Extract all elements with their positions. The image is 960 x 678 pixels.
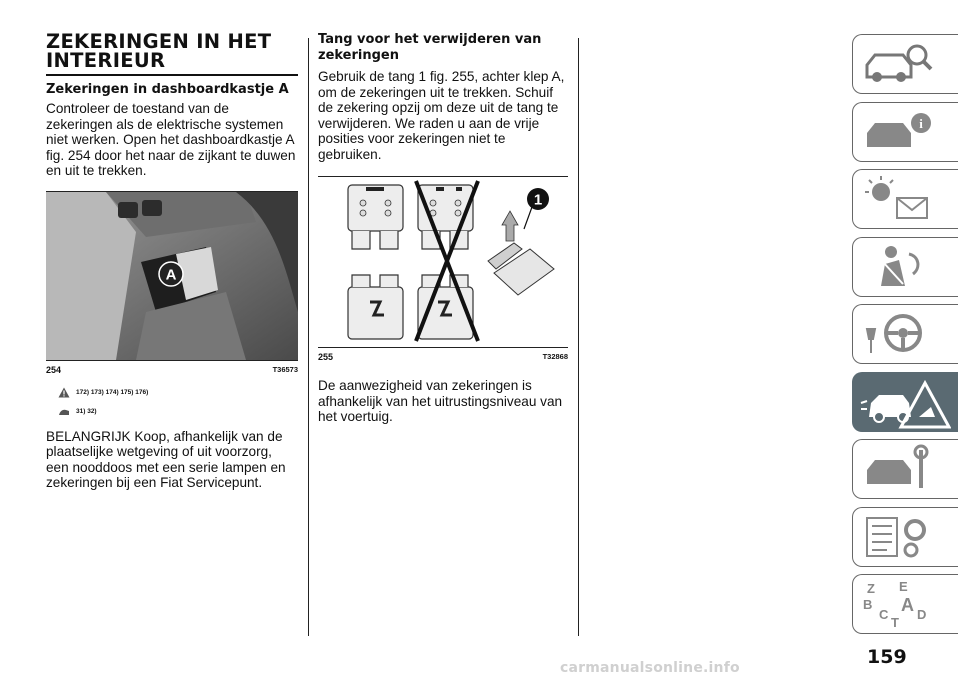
tab-maintenance[interactable] bbox=[852, 439, 958, 499]
important-note: BELANGRIJK Koop, afhankelijk van de plaatselijke wetgeving of uit voorzorg, een nooddoos met een serie lampen en zekeringen bij een Fiat Servicepunt. bbox=[46, 428, 286, 490]
maintenance-icon bbox=[859, 444, 937, 494]
tweezers-paragraph: Gebruik de tang 1 fig. 255, achter klep A, om de zekeringen uit te trekken. Schuif de zekering opzij om deze uit de tang te verwijderen. We raden u aan de vrije posities voor zekeringen niet te gebruiken. bbox=[318, 69, 565, 162]
technical-data-icon bbox=[859, 512, 937, 562]
fuse-tweezers-diagram bbox=[318, 177, 568, 347]
caution-hand-icon bbox=[58, 406, 70, 417]
watermark: carmanualsonline.info bbox=[560, 660, 740, 676]
tab-starting-driving[interactable] bbox=[852, 304, 958, 364]
svg-text:C: C bbox=[879, 607, 889, 622]
svg-text:D: D bbox=[917, 607, 927, 622]
title-rule bbox=[46, 74, 298, 76]
svg-text:E: E bbox=[899, 579, 908, 594]
svg-text:T: T bbox=[891, 615, 899, 629]
middle-column bbox=[318, 32, 568, 425]
warning-lights-icon bbox=[859, 174, 937, 224]
car-search-icon bbox=[859, 39, 937, 89]
index-icon bbox=[859, 579, 937, 629]
figure-255 bbox=[318, 176, 568, 362]
column-divider-2 bbox=[578, 38, 579, 636]
tab-technical-data[interactable] bbox=[852, 507, 958, 567]
chapter-tabs bbox=[852, 34, 958, 642]
svg-text:A: A bbox=[901, 595, 914, 615]
left-column bbox=[46, 32, 298, 491]
caution-refs: 31) 32) bbox=[58, 406, 298, 417]
figure-caption-255 bbox=[318, 352, 568, 362]
tab-index[interactable] bbox=[852, 574, 958, 634]
page-number: 159 bbox=[867, 646, 907, 668]
subheading: Zekeringen in dashboardkastje A bbox=[46, 82, 289, 97]
tab-warnings[interactable] bbox=[852, 169, 958, 229]
tab-dashboard[interactable] bbox=[852, 102, 958, 162]
glovebox-photo bbox=[46, 192, 298, 360]
figure-code-255: T32868 bbox=[542, 352, 568, 361]
label-a: A bbox=[165, 266, 177, 283]
figure-number: 254 bbox=[46, 364, 62, 375]
seatbelt-airbag-icon bbox=[859, 242, 937, 292]
figure-caption bbox=[46, 365, 298, 375]
figure-number-255: 255 bbox=[318, 352, 334, 362]
figure-code: T36573 bbox=[272, 364, 298, 374]
intro-paragraph: Controleer de toestand van de zekeringen als de elektrische systemen niet werken. Open het dashboardkastje A fig. 254 door het naar de zijkant te duwen en uit te trekken. bbox=[46, 101, 296, 178]
figure-254 bbox=[46, 191, 298, 375]
warning-triangle-icon bbox=[58, 387, 70, 398]
tab-safety[interactable] bbox=[852, 237, 958, 297]
column-divider-1 bbox=[308, 38, 309, 636]
car-info-icon bbox=[859, 107, 937, 157]
svg-text:B: B bbox=[863, 597, 873, 612]
label-1: 1 bbox=[533, 191, 543, 209]
warning-refs: 172) 173) 174) 175) 176) bbox=[58, 387, 298, 398]
tab-knowing-car[interactable] bbox=[852, 34, 958, 94]
svg-text:i: i bbox=[919, 115, 923, 131]
steering-wheel-icon bbox=[859, 309, 937, 359]
tweezers-heading: Tang voor het verwijderen van zekeringen bbox=[318, 32, 542, 63]
emergency-icon bbox=[859, 377, 951, 431]
tab-emergency[interactable] bbox=[852, 372, 958, 432]
svg-text:Z: Z bbox=[867, 581, 875, 596]
availability-note: De aanwezigheid van zekeringen is afhankelijk van het uitrustingsniveau van het voertuig. bbox=[318, 378, 563, 424]
section-title: ZEKERINGEN IN HET INTERIEUR bbox=[46, 30, 272, 72]
